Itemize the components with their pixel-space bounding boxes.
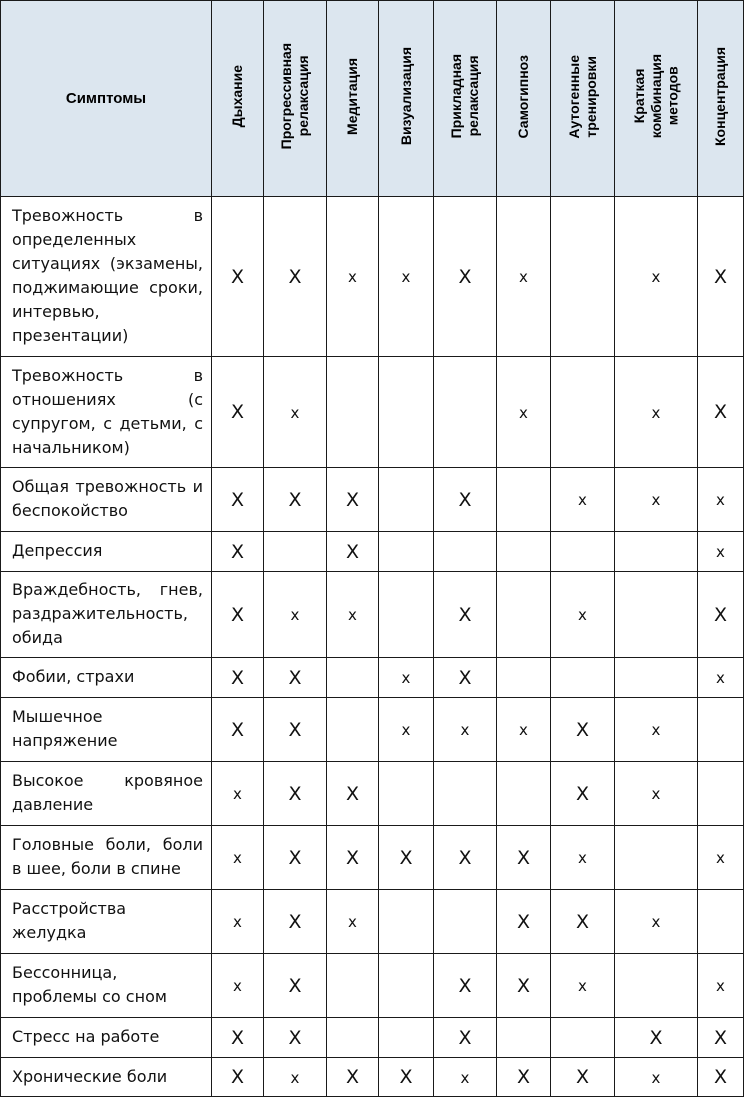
mark-cell [379,1018,434,1058]
mark: X [575,1066,590,1088]
mark-cell [327,532,379,572]
mark-cell [615,357,698,468]
mark: X [458,666,472,689]
mark: X [575,718,590,741]
mark-cell [434,1058,497,1097]
mark-cell [212,532,264,572]
mark-cell [379,954,434,1018]
mark-cell [497,762,551,826]
mark-cell [434,658,497,698]
mark-cell [434,1018,497,1058]
table-row [1,572,744,658]
mark-cell [264,468,327,532]
mark: X [288,666,302,689]
mark-cell [434,532,497,572]
mark: x [290,403,300,422]
mark: X [230,540,245,563]
mark-cell [551,357,615,468]
mark-cell [551,698,615,762]
mark-cell [379,1058,434,1097]
mark: X [516,974,531,997]
symptom-cell: Высокое кровяное давление [1,762,212,826]
mark-cell [264,1058,327,1097]
mark-cell [264,532,327,572]
mark: X [399,846,413,869]
mark-cell [327,1058,379,1097]
mark: X [516,846,531,869]
mark: X [345,540,360,563]
symptom-cell: Фобии, страхи [1,658,212,698]
symptoms-header: Симптомы [1,1,212,197]
mark-cell [264,698,327,762]
mark: x [578,606,587,624]
mark-cell [698,572,744,658]
mark-cell [698,890,744,954]
symptom-cell: Мышечное напряжение [1,698,212,762]
mark: X [649,1026,663,1049]
mark: x [716,543,725,561]
mark-cell [434,197,497,357]
mark: x [348,606,357,624]
symptom-cell: Общая тревожность и беспокойство [1,468,212,532]
mark-cell [212,357,264,468]
method-header-visualization: Визуализация [379,1,434,197]
mark: x [651,403,661,422]
mark-cell [379,698,434,762]
method-header-applied-relaxation: Прикладная релаксация [434,1,497,197]
mark: X [458,265,472,288]
table-row [1,698,744,762]
mark-cell [264,572,327,658]
mark-cell [615,890,698,954]
mark-cell [327,468,379,532]
mark: x [348,268,357,286]
mark-cell [434,890,497,954]
mark-cell [698,1058,744,1097]
mark-cell [615,658,698,698]
mark: x [233,785,242,803]
mark-cell [497,954,551,1018]
mark-cell [264,658,327,698]
mark-cell [615,572,698,658]
mark-cell [615,698,698,762]
mark-cell [379,658,434,698]
mark: X [458,846,472,869]
symptom-cell: Депрессия [1,532,212,572]
mark-cell [212,698,264,762]
mark-cell [698,468,744,532]
mark-cell [264,197,327,357]
mark-cell [551,1058,615,1097]
mark-cell [327,658,379,698]
mark-cell [379,890,434,954]
mark-cell [551,762,615,826]
mark-cell [379,572,434,658]
mark: X [713,401,728,423]
mark-cell [379,357,434,468]
mark: x [519,721,528,739]
symptom-cell: Тревожность в отношениях (с супругом, с детьми, с начальником) [1,357,212,468]
mark-cell [615,762,698,826]
mark-cell [551,532,615,572]
mark: X [516,1066,531,1088]
mark-cell [212,954,264,1018]
mark: X [288,974,302,997]
mark-cell [615,197,698,357]
mark-cell [497,357,551,468]
mark: X [458,974,472,997]
mark-cell [497,532,551,572]
method-header-progressive-relaxation: Прогрессивная релаксация [264,1,327,197]
mark-cell [497,826,551,890]
mark: x [716,849,725,867]
method-header-breathing: Дыхание [212,1,264,197]
mark: x [651,268,661,286]
mark-cell [615,826,698,890]
mark-cell [698,658,744,698]
mark: x [401,721,411,739]
mark-cell [434,954,497,1018]
mark-cell [497,1058,551,1097]
mark: X [458,603,472,626]
mark-cell [212,762,264,826]
mark-cell [551,826,615,890]
mark: X [575,910,590,933]
mark-cell [264,762,327,826]
table-row [1,954,744,1018]
table-row [1,658,744,698]
method-header-concentration: Концентрация [698,1,744,197]
mark-cell [327,197,379,357]
mark: X [345,782,360,805]
mark: X [713,265,728,288]
mark: X [288,718,302,741]
mark: x [519,403,528,422]
table-row [1,1018,744,1058]
method-header-meditation: Медитация [327,1,379,197]
mark: x [716,491,725,509]
mark-cell [434,698,497,762]
mark-cell [698,698,744,762]
mark-cell [212,890,264,954]
mark: X [713,1026,728,1049]
mark: x [519,268,528,286]
mark: x [233,977,242,995]
mark-cell [615,954,698,1018]
header-row [1,1,744,197]
mark: x [348,913,357,931]
mark-cell [327,762,379,826]
mark-cell [212,658,264,698]
mark: X [230,603,245,626]
mark-cell [698,762,744,826]
mark: X [458,1026,472,1049]
mark-cell [434,826,497,890]
symptom-cell: Стресс на работе [1,1018,212,1058]
mark-cell [327,826,379,890]
mark: x [651,1068,661,1087]
mark: x [651,491,661,509]
table-row [1,468,744,532]
mark: X [288,846,302,869]
mark: x [233,849,242,867]
mark-cell [212,197,264,357]
mark-cell [698,532,744,572]
mark: x [651,721,661,739]
mark-cell [327,698,379,762]
mark-cell [698,826,744,890]
mark: X [288,1026,302,1049]
mark: x [578,849,587,867]
mark-cell [551,197,615,357]
mark-cell [551,468,615,532]
mark-cell [212,826,264,890]
mark-cell [698,197,744,357]
mark: X [575,782,590,805]
mark: X [345,1066,360,1088]
mark: X [458,488,472,511]
mark-cell [327,572,379,658]
symptom-cell: Расстройства желудка [1,890,212,954]
mark: X [230,1026,245,1049]
mark: X [713,603,728,626]
method-header-autogenic-training: Аутогенные тренировки [551,1,615,197]
mark: X [230,1066,245,1088]
mark-cell [434,357,497,468]
mark: x [290,606,300,624]
mark-cell [379,468,434,532]
mark-cell [615,1018,698,1058]
mark-cell [497,890,551,954]
mark: x [290,1068,300,1087]
mark: X [345,846,360,869]
mark: X [516,910,531,933]
mark-cell [434,468,497,532]
method-header-self-hypnosis: Самогипноз [497,1,551,197]
mark-cell [264,890,327,954]
mark-cell [551,658,615,698]
mark: X [288,910,302,933]
mark: X [230,718,245,741]
mark: x [651,785,661,803]
table-row [1,357,744,468]
mark-cell [497,698,551,762]
mark-cell [264,826,327,890]
table-row [1,1058,744,1097]
mark-cell [497,197,551,357]
mark-cell [379,532,434,572]
mark-cell [551,1018,615,1058]
mark-cell [434,762,497,826]
mark-cell [212,1018,264,1058]
mark-cell [434,572,497,658]
mark: X [713,1066,728,1088]
method-header-brief-combination: Краткая комбинация методов [615,1,698,197]
mark-cell [327,954,379,1018]
symptom-cell: Хронические боли [1,1058,212,1097]
mark-cell [551,572,615,658]
mark: X [230,265,245,288]
table-row [1,890,744,954]
mark: x [460,1068,470,1087]
mark: X [230,401,245,423]
table-row [1,826,744,890]
mark-cell [212,468,264,532]
mark-cell [615,468,698,532]
table-row [1,197,744,357]
mark: X [288,782,302,805]
mark: X [288,488,302,511]
mark: X [399,1066,413,1088]
mark-cell [327,1018,379,1058]
mark: x [233,913,242,931]
mark-cell [327,357,379,468]
mark-cell [698,954,744,1018]
table-body [1,197,744,1097]
mark-cell [212,572,264,658]
table-row [1,532,744,572]
mark-cell [497,658,551,698]
mark: x [716,977,725,995]
mark-cell [497,1018,551,1058]
mark: X [288,265,302,288]
mark: x [716,669,725,687]
mark: x [651,913,661,931]
mark-cell [551,954,615,1018]
mark: x [578,977,587,995]
mark-cell [379,762,434,826]
mark: X [230,666,245,689]
symptom-cell: Тревожность в определенных ситуациях (экзамены, поджимающие сроки, интервью, презентации) [1,197,212,357]
mark-cell [698,1018,744,1058]
mark: x [401,669,411,687]
mark: x [578,491,587,509]
mark-cell [379,197,434,357]
mark-cell [264,1018,327,1058]
mark-cell [264,357,327,468]
mark-cell [212,1058,264,1097]
mark: x [401,268,411,286]
mark-cell [327,890,379,954]
mark-cell [551,890,615,954]
mark: x [460,721,470,739]
mark-cell [264,954,327,1018]
symptom-cell: Враждебность, гнев, раздражительность, обида [1,572,212,658]
mark-cell [497,468,551,532]
table-row [1,762,744,826]
mark: X [345,488,360,511]
mark-cell [497,572,551,658]
mark-cell [698,357,744,468]
mark-cell [615,532,698,572]
mark-cell [379,826,434,890]
symptom-cell: Головные боли, боли в шее, боли в спине [1,826,212,890]
symptom-cell: Бессонница, проблемы со сном [1,954,212,1018]
mark-cell [615,1058,698,1097]
mark: X [230,488,245,511]
